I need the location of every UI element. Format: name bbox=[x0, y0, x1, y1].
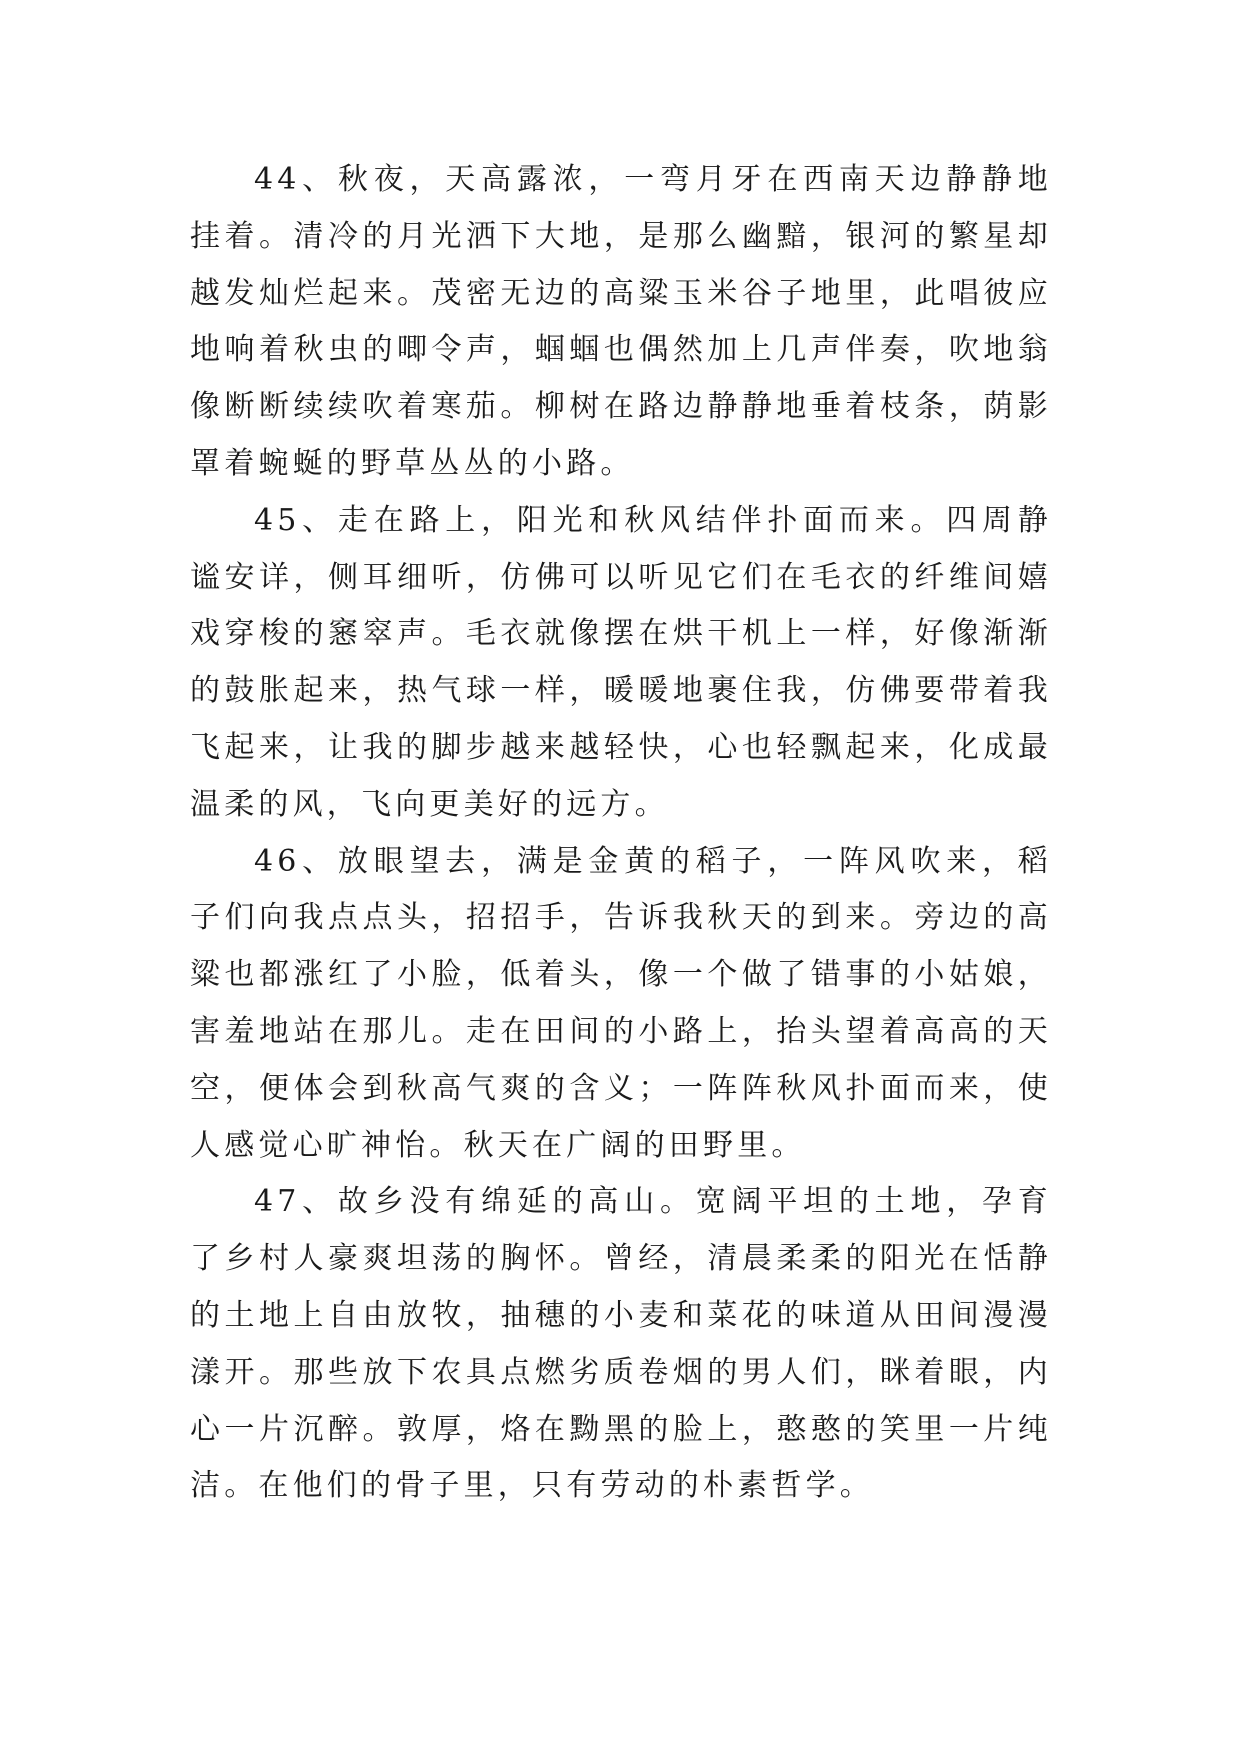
paragraph-44: 44、秋夜，天高露浓，一弯月牙在西南天边静静地挂着。清冷的月光洒下大地，是那么幽黯，银河的繁星却越发灿烂起来。茂密无边的高粱玉米谷子地里，此唱彼应地响着秋虫的唧令声，蝈蝈也偶然加上几声伴奏，吹地翁像断断续续吹着寒茄。柳树在路边静静地垂着枝条，荫影罩着蜿蜒的野草丛丛的小路。 bbox=[190, 162, 1052, 481]
paragraph-46: 46、放眼望去，满是金黄的稻子，一阵风吹来，稻子们向我点点头，招招手，告诉我秋天的到来。旁边的高粱也都涨红了小脸，低着头，像一个做了错事的小姑娘，害羞地站在那儿。走在田间的小路上，抬头望着高高的天空，便体会到秋高气爽的含义；一阵阵秋风扑面而来，使人感觉心旷神怡。秋天在广阔的田野里。 bbox=[190, 843, 1052, 1163]
paragraph-47: 47、故乡没有绵延的高山。宽阔平坦的土地，孕育了乡村人豪爽坦荡的胸怀。曾经，清晨柔柔的阳光在恬静的土地上自由放牧，抽穗的小麦和菜花的味道从田间漫漫漾开。那些放下农具点燃劣质卷烟的男人们，眯着眼，内心一片沉醉。敦厚，烙在黝黑的脸上，憨憨的笑里一片纯洁。在他们的骨子里，只有劳动的朴素哲学。 bbox=[190, 1184, 1052, 1504]
document-body bbox=[190, 152, 1052, 1515]
paragraph-45: 45、走在路上，阳光和秋风结伴扑面而来。四周静谧安详，侧耳细听，仿佛可以听见它们在毛衣的纤维间嬉戏穿梭的窸窣声。毛衣就像摆在烘干机上一样，好像渐渐的鼓胀起来，热气球一样，暖暖地裹住我，仿佛要带着我飞起来，让我的脚步越来越轻快，心也轻飘起来，化成最温柔的风，飞向更美好的远方。 bbox=[190, 502, 1052, 822]
